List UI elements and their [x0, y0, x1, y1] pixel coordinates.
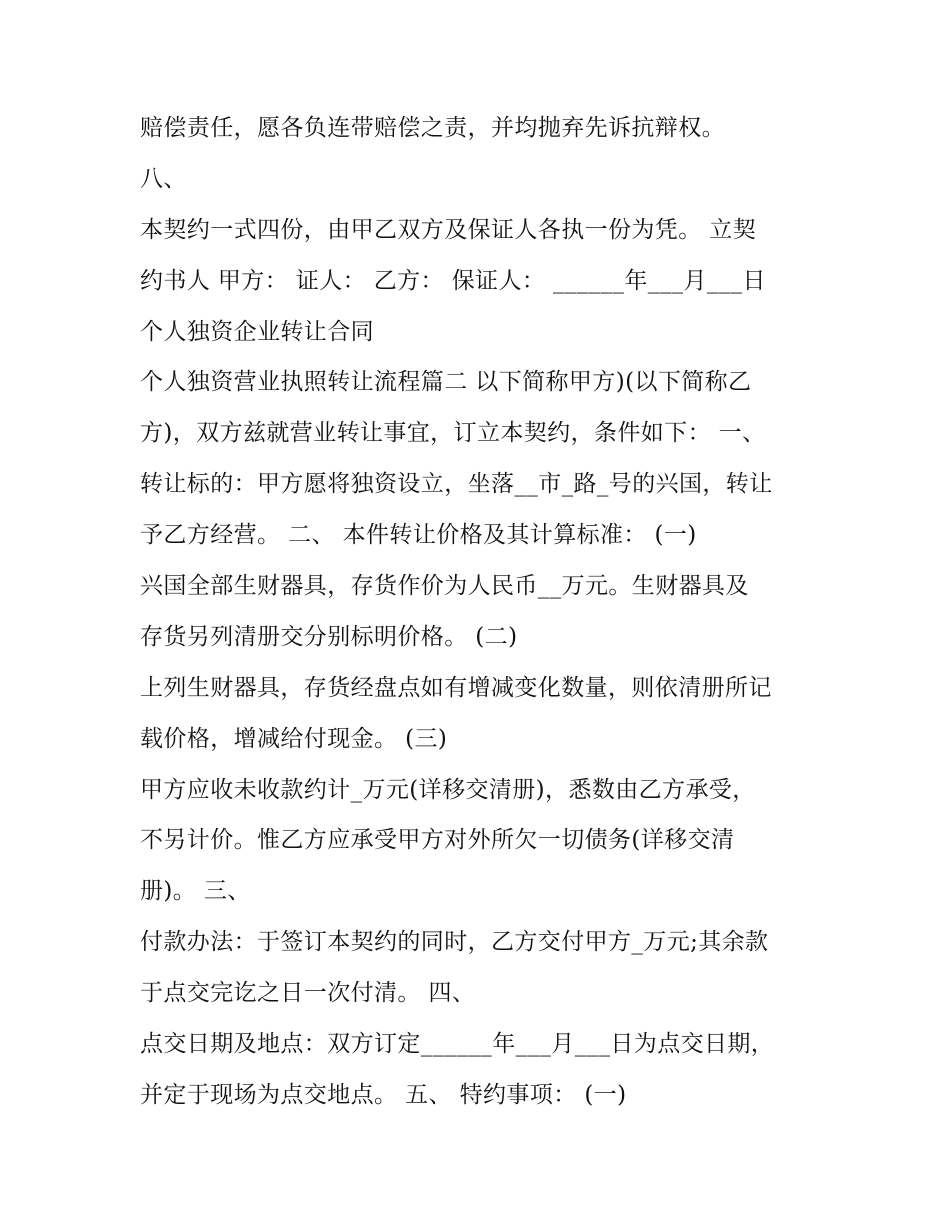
text-line: 赔偿责任，愿各负连带赔偿之责，并均抛弃先诉抗辩权。	[140, 115, 725, 141]
text-line: 存货另列清册交分别标明价格。 (二)	[140, 623, 518, 650]
text-line: 不另计价。惟乙方应承受甲方对外所欠一切债务(详移交清	[140, 827, 735, 854]
text-line: 个人独资营业执照转让流程篇二 以下简称甲方)(以下简称乙	[140, 369, 752, 396]
contract-text	[140, 103, 830, 1121]
text-line: 八、	[140, 165, 187, 192]
text-line: 约书人 甲方： 证人： 乙方： 保证人： ______年___月___日	[140, 267, 766, 294]
text-line: 于点交完讫之日一次付清。 四、	[140, 980, 476, 1007]
section-title: 个人独资企业转让合同	[140, 318, 374, 345]
text-line: 并定于现场为点交地点。 五、 特约事项： (一)	[140, 1081, 627, 1108]
text-line: 付款办法：于签订本契约的同时，乙方交付甲方_万元;其余款	[140, 929, 769, 956]
text-line: 载价格，增减给付现金。 (三)	[140, 725, 448, 752]
text-line: 本契约一式四份，由甲乙双方及保证人各执一份为凭。 立契	[140, 216, 757, 243]
text-line: 予乙方经营。 二、 本件转让价格及其计算标准： (一)	[140, 522, 697, 549]
text-line: 方)，双方兹就营业转让事宜，订立本契约，条件如下： 一、	[140, 420, 766, 447]
text-line: 册)。 三、	[140, 878, 251, 905]
text-line: 甲方应收未收款约计_万元(详移交清册)，悉数由乙方承受，	[140, 776, 756, 803]
text-line: 点交日期及地点：双方订定______年___月___日为点交日期，	[140, 1031, 775, 1058]
text-line: 上列生财器具，存货经盘点如有增减变化数量，则依清册所记	[140, 674, 772, 701]
text-line: 兴国全部生财器具，存货作价为人民币__万元。生财器具及	[140, 573, 749, 600]
text-line: 转让标的：甲方愿将独资设立，坐落__市_路_号的兴国，转让	[140, 471, 773, 498]
